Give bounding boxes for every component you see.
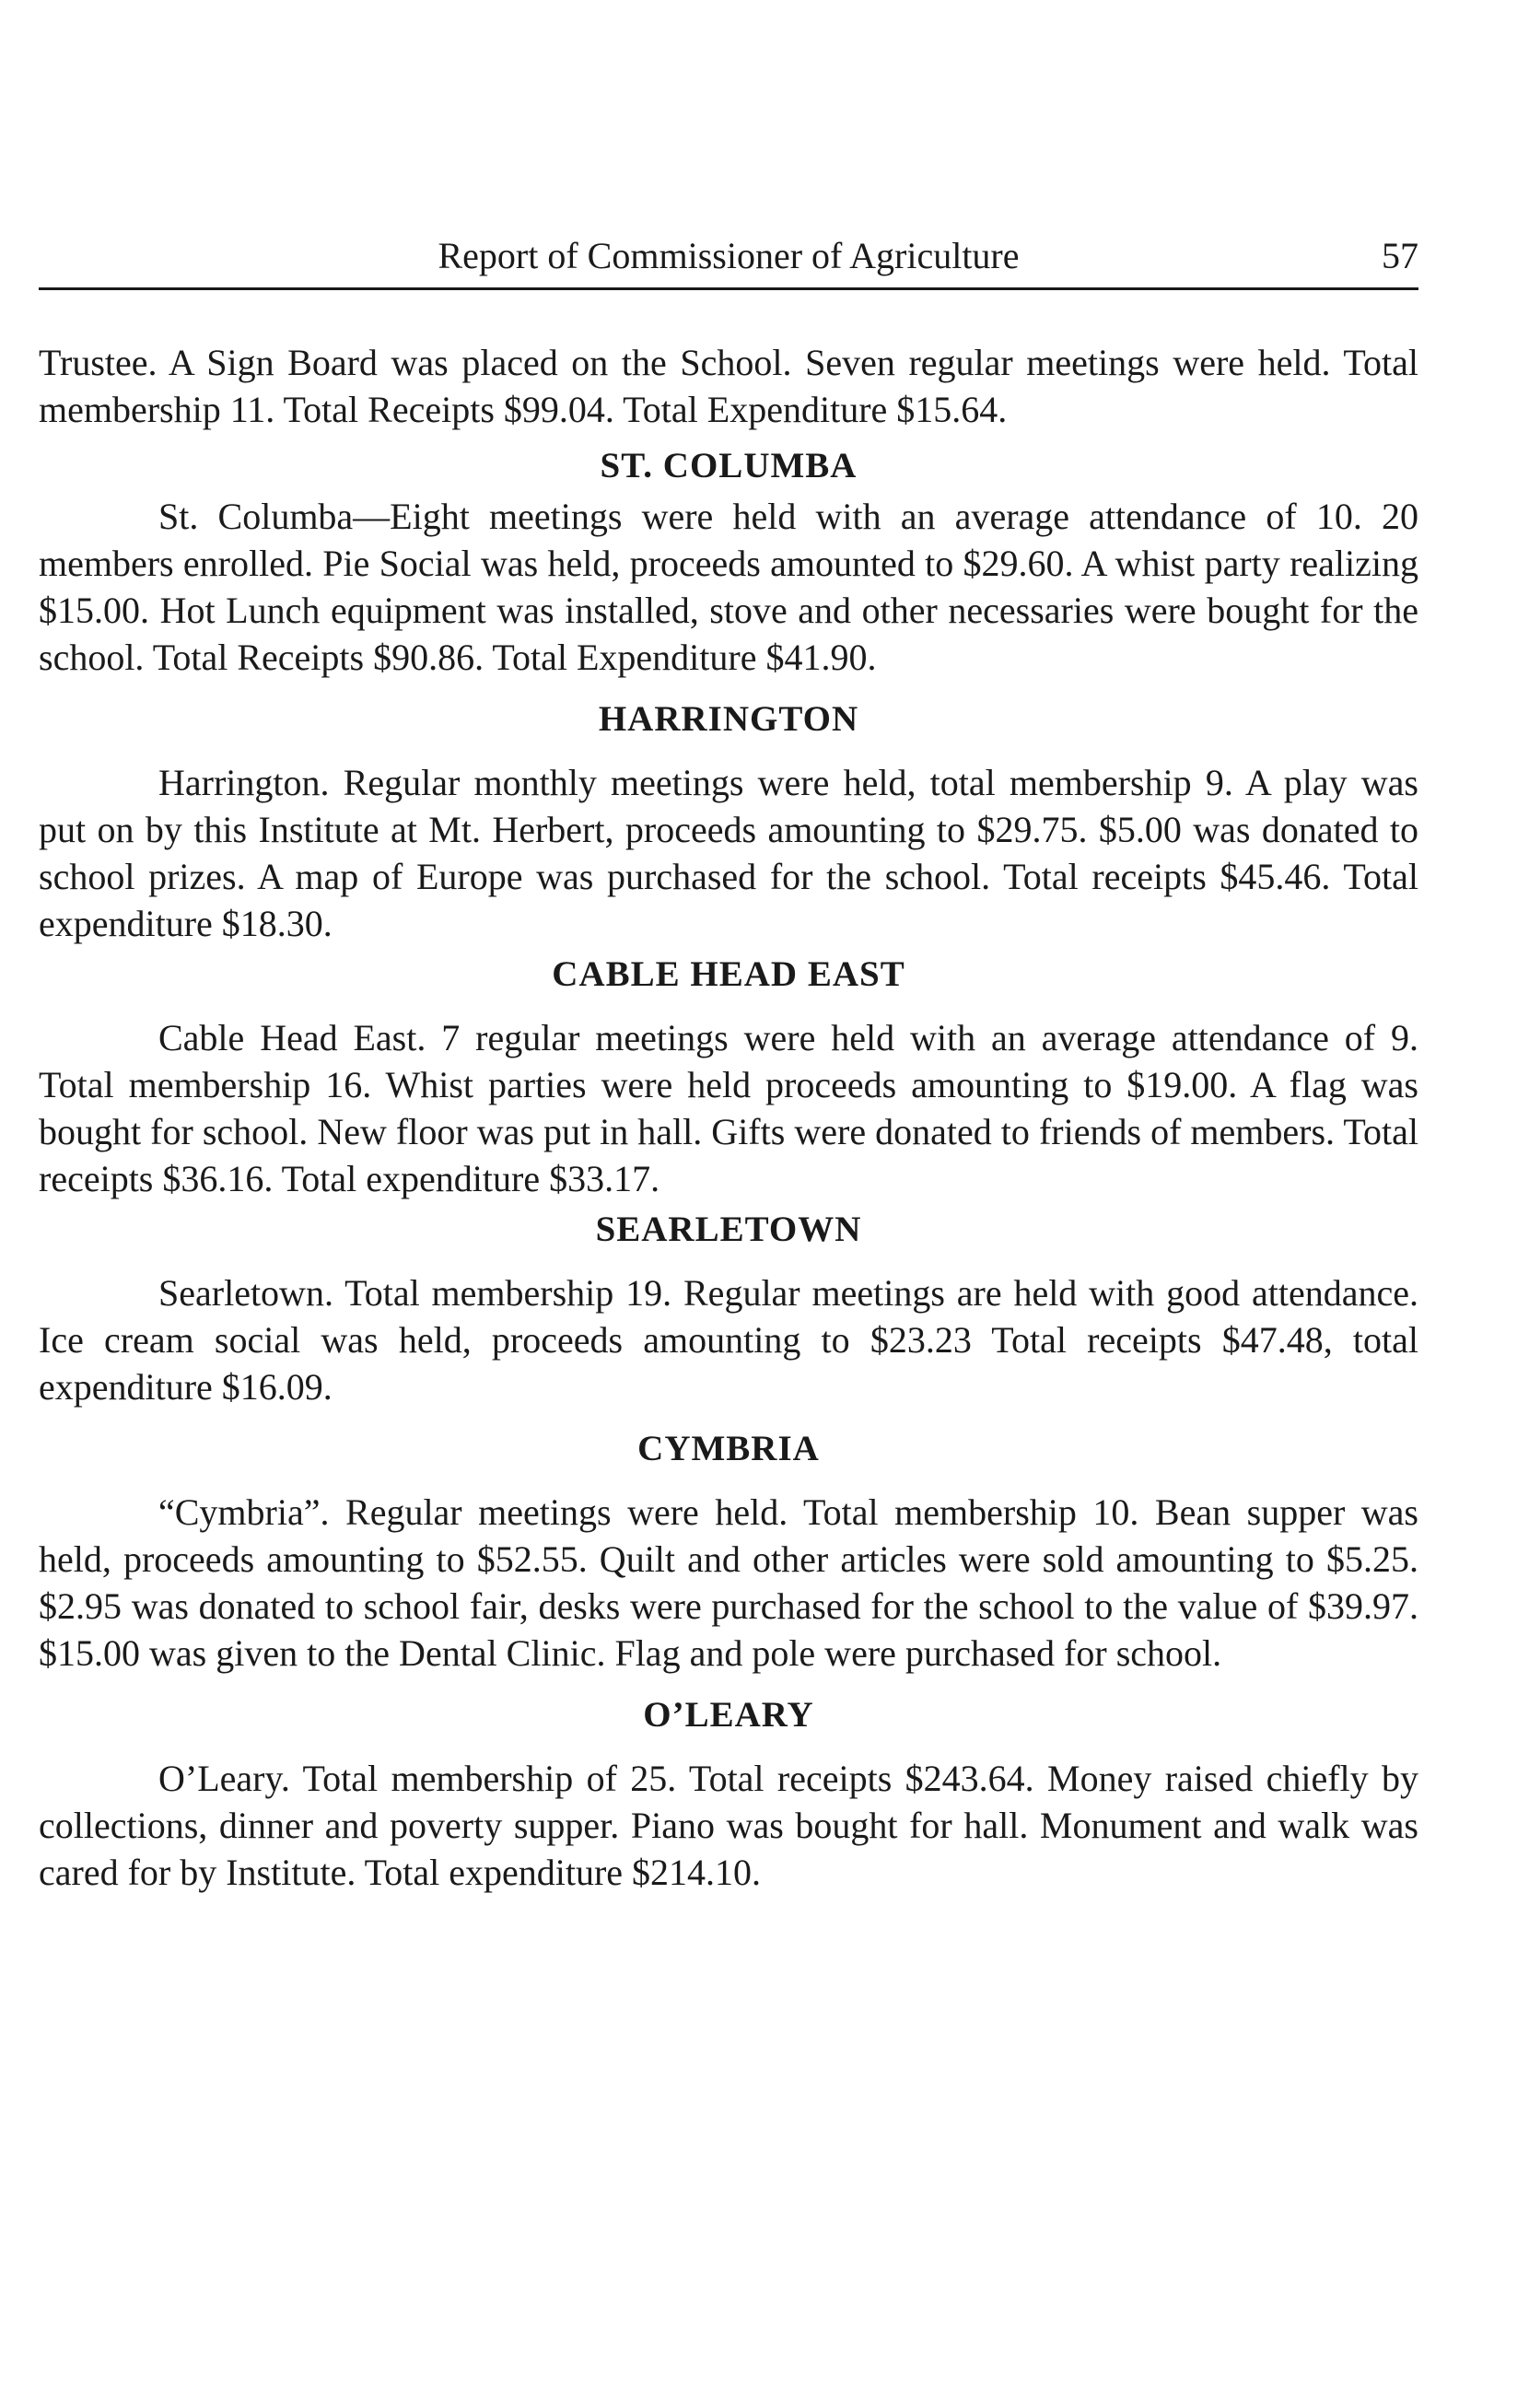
- heading-oleary: O’LEARY: [643, 1695, 814, 1735]
- trustee-paragraph: Trustee. A Sign Board was placed on the School. Seven regular meetings were held. Total membership 11. Total Receipts $99.04. Total Expenditure $15.64.: [39, 342, 1418, 430]
- oleary-paragraph: O’Leary. Total membership of 25. Total receipts $243.64. Money raised chiefly by collections, dinner and poverty supper. Piano was bought for hall. Monument and walk was cared for by Institute. Total expenditure $214.10.: [39, 1758, 1418, 1893]
- heading-cymbria: CYMBRIA: [637, 1429, 820, 1468]
- heading-searletown: SEARLETOWN: [595, 1210, 862, 1249]
- page-number: 57: [1382, 235, 1418, 276]
- running-title: Report of Commissioner of Agriculture: [438, 235, 1020, 276]
- heading-cable-head-east: CABLE HEAD EAST: [552, 954, 905, 994]
- heading-harrington: HARRINGTON: [598, 699, 859, 739]
- harrington-paragraph: Harrington. Regular monthly meetings were held, total membership 9. A play was put on by this Institute at Mt. Herbert, proceeds amounting to $29.75. $5.00 was donated to school prizes. A map of Europe was purchased for the school. Total receipts $45.46. Total expenditure $18.30.: [39, 762, 1418, 944]
- header-rule: [39, 287, 1418, 290]
- st-columba-paragraph: St. Columba—Eight meetings were held with an average attendance of 10. 20 members enrolled. Pie Social was held, proceeds amounted to $29.60. A whist party realizing $15.00. Hot Lunch equipment was installed, stove and other necessaries were bought for the school. Total Receipts $90.86. Total Expenditure $41.90.: [39, 496, 1418, 678]
- page-body: [39, 339, 1418, 1896]
- running-head: [39, 228, 1418, 284]
- searletown-paragraph: Searletown. Total membership 19. Regular meetings are held with good attendance. Ice cream social was held, proceeds amounting to $23.23 Total receipts $47.48, total expenditure $16.09.: [39, 1272, 1418, 1408]
- cymbria-paragraph: “Cymbria”. Regular meetings were held. Total membership 10. Bean supper was held, proceeds amounting to $52.55. Quilt and other articles were sold amounting to $5.25. $2.95 was donated to school fair, desks were purchased for the school to the value of $39.97. $15.00 was given to the Dental Clinic. Flag and pole were purchased for school.: [39, 1491, 1418, 1674]
- heading-st-columba: ST. COLUMBA: [600, 446, 858, 485]
- cable-head-east-paragraph: Cable Head East. 7 regular meetings were held with an average attendance of 9. Total membership 16. Whist parties were held proceeds amounting to $19.00. A flag was bought for school. New floor was put in hall. Gifts were donated to friends of members. Total receipts $36.16. Total expenditure $33.17.: [39, 1017, 1418, 1199]
